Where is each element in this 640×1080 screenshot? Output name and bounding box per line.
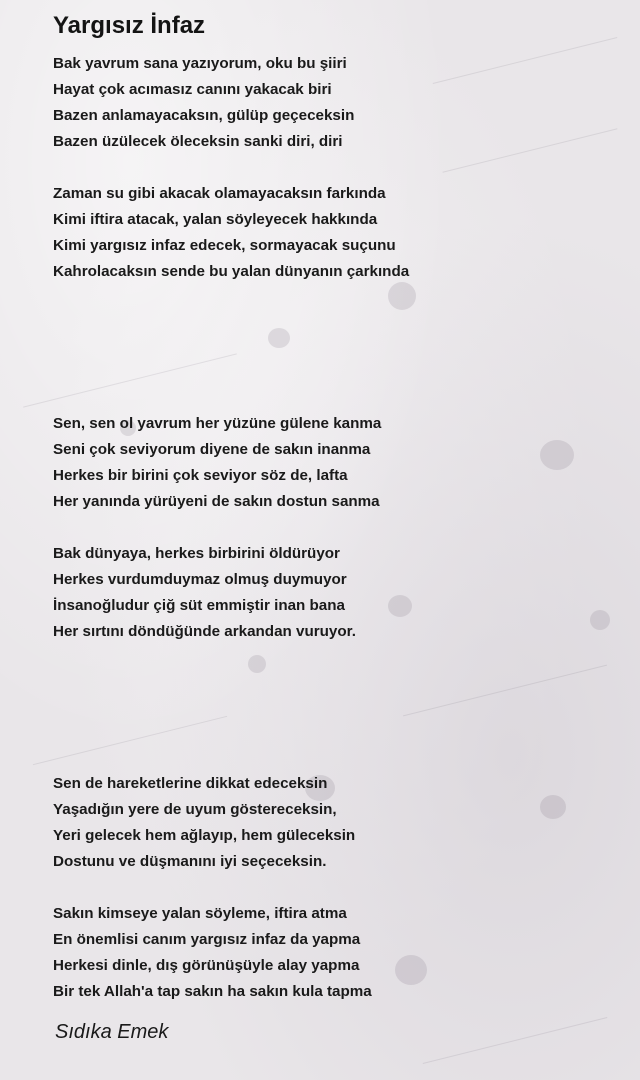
poem-line: Yaşadığın yere de uyum göstereceksin,: [53, 801, 337, 818]
stanza-3: [53, 411, 381, 515]
poem-line: Dostunu ve düşmanını iyi seçeceksin.: [53, 853, 327, 870]
handwriting-trace: [33, 716, 227, 765]
poem-line: Herkes bir birini çok seviyor söz de, lafta: [53, 467, 348, 484]
poem-line: Kimi yargısız infaz edecek, sormayacak suçunu: [53, 237, 396, 254]
poem-line: Her sırtını döndüğünde arkandan vuruyor.: [53, 623, 356, 640]
stanza-6: [53, 901, 372, 1005]
stanza-1: [53, 51, 354, 155]
handwriting-trace: [433, 37, 618, 84]
handwriting-trace: [423, 1017, 608, 1064]
handwriting-trace: [23, 353, 237, 407]
poem-line: Bak dünyaya, herkes birbirini öldürüyor: [53, 545, 340, 562]
poem-line: Kimi iftira atacak, yalan söyleyecek hakkında: [53, 211, 378, 228]
ink-blot: [540, 795, 566, 819]
ink-blot: [590, 610, 610, 630]
poem-line: Herkesi dinle, dış görünüşüyle alay yapma: [53, 957, 360, 974]
ink-blot: [248, 655, 266, 673]
poem-line: En önemlisi canım yargısız infaz da yapma: [53, 931, 361, 948]
handwriting-trace: [403, 665, 607, 717]
ink-blot: [388, 282, 416, 310]
poem-line: Bir tek Allah'a tap sakın ha sakın kula tapma: [53, 983, 372, 1000]
ink-blot: [540, 440, 574, 470]
poem-line: Zaman su gibi akacak olamayacaksın farkında: [53, 185, 386, 202]
poem-line: Seni çok seviyorum diyene de sakın inanma: [53, 441, 371, 458]
poem-line: Sen de hareketlerine dikkat edeceksin: [53, 775, 328, 792]
ink-blot: [388, 595, 412, 617]
author-name: Sıdıka Emek: [55, 1021, 169, 1043]
stanza-2: [53, 181, 409, 285]
poem-line: Bazen üzülecek öleceksin sanki diri, diri: [53, 133, 343, 150]
poem-line: Bak yavrum sana yazıyorum, oku bu şiiri: [53, 55, 347, 72]
poem-line: İnsanoğludur çiğ süt emmiştir inan bana: [53, 597, 345, 614]
poem-title: Yargısız İnfaz: [53, 12, 206, 39]
poem-line: Sen, sen ol yavrum her yüzüne gülene kanma: [53, 415, 382, 432]
poem-line: Herkes vurdumduymaz olmuş duymuyor: [53, 571, 347, 588]
poem-line: Kahrolacaksın sende bu yalan dünyanın çarkında: [53, 263, 410, 280]
poem-line: Sakın kimseye yalan söyleme, iftira atma: [53, 905, 347, 922]
ink-blot: [268, 328, 290, 348]
stanza-5: [53, 771, 355, 875]
stanza-4: [53, 541, 356, 645]
ink-blot: [395, 955, 427, 985]
handwriting-trace: [443, 128, 618, 173]
poem-line: Yeri gelecek hem ağlayıp, hem güleceksin: [53, 827, 356, 844]
poem-line: Hayat çok acımasız canını yakacak biri: [53, 81, 332, 98]
poem-line: Her yanında yürüyeni de sakın dostun sanma: [53, 493, 380, 510]
poem-line: Bazen anlamayacaksın, gülüp geçeceksin: [53, 107, 355, 124]
